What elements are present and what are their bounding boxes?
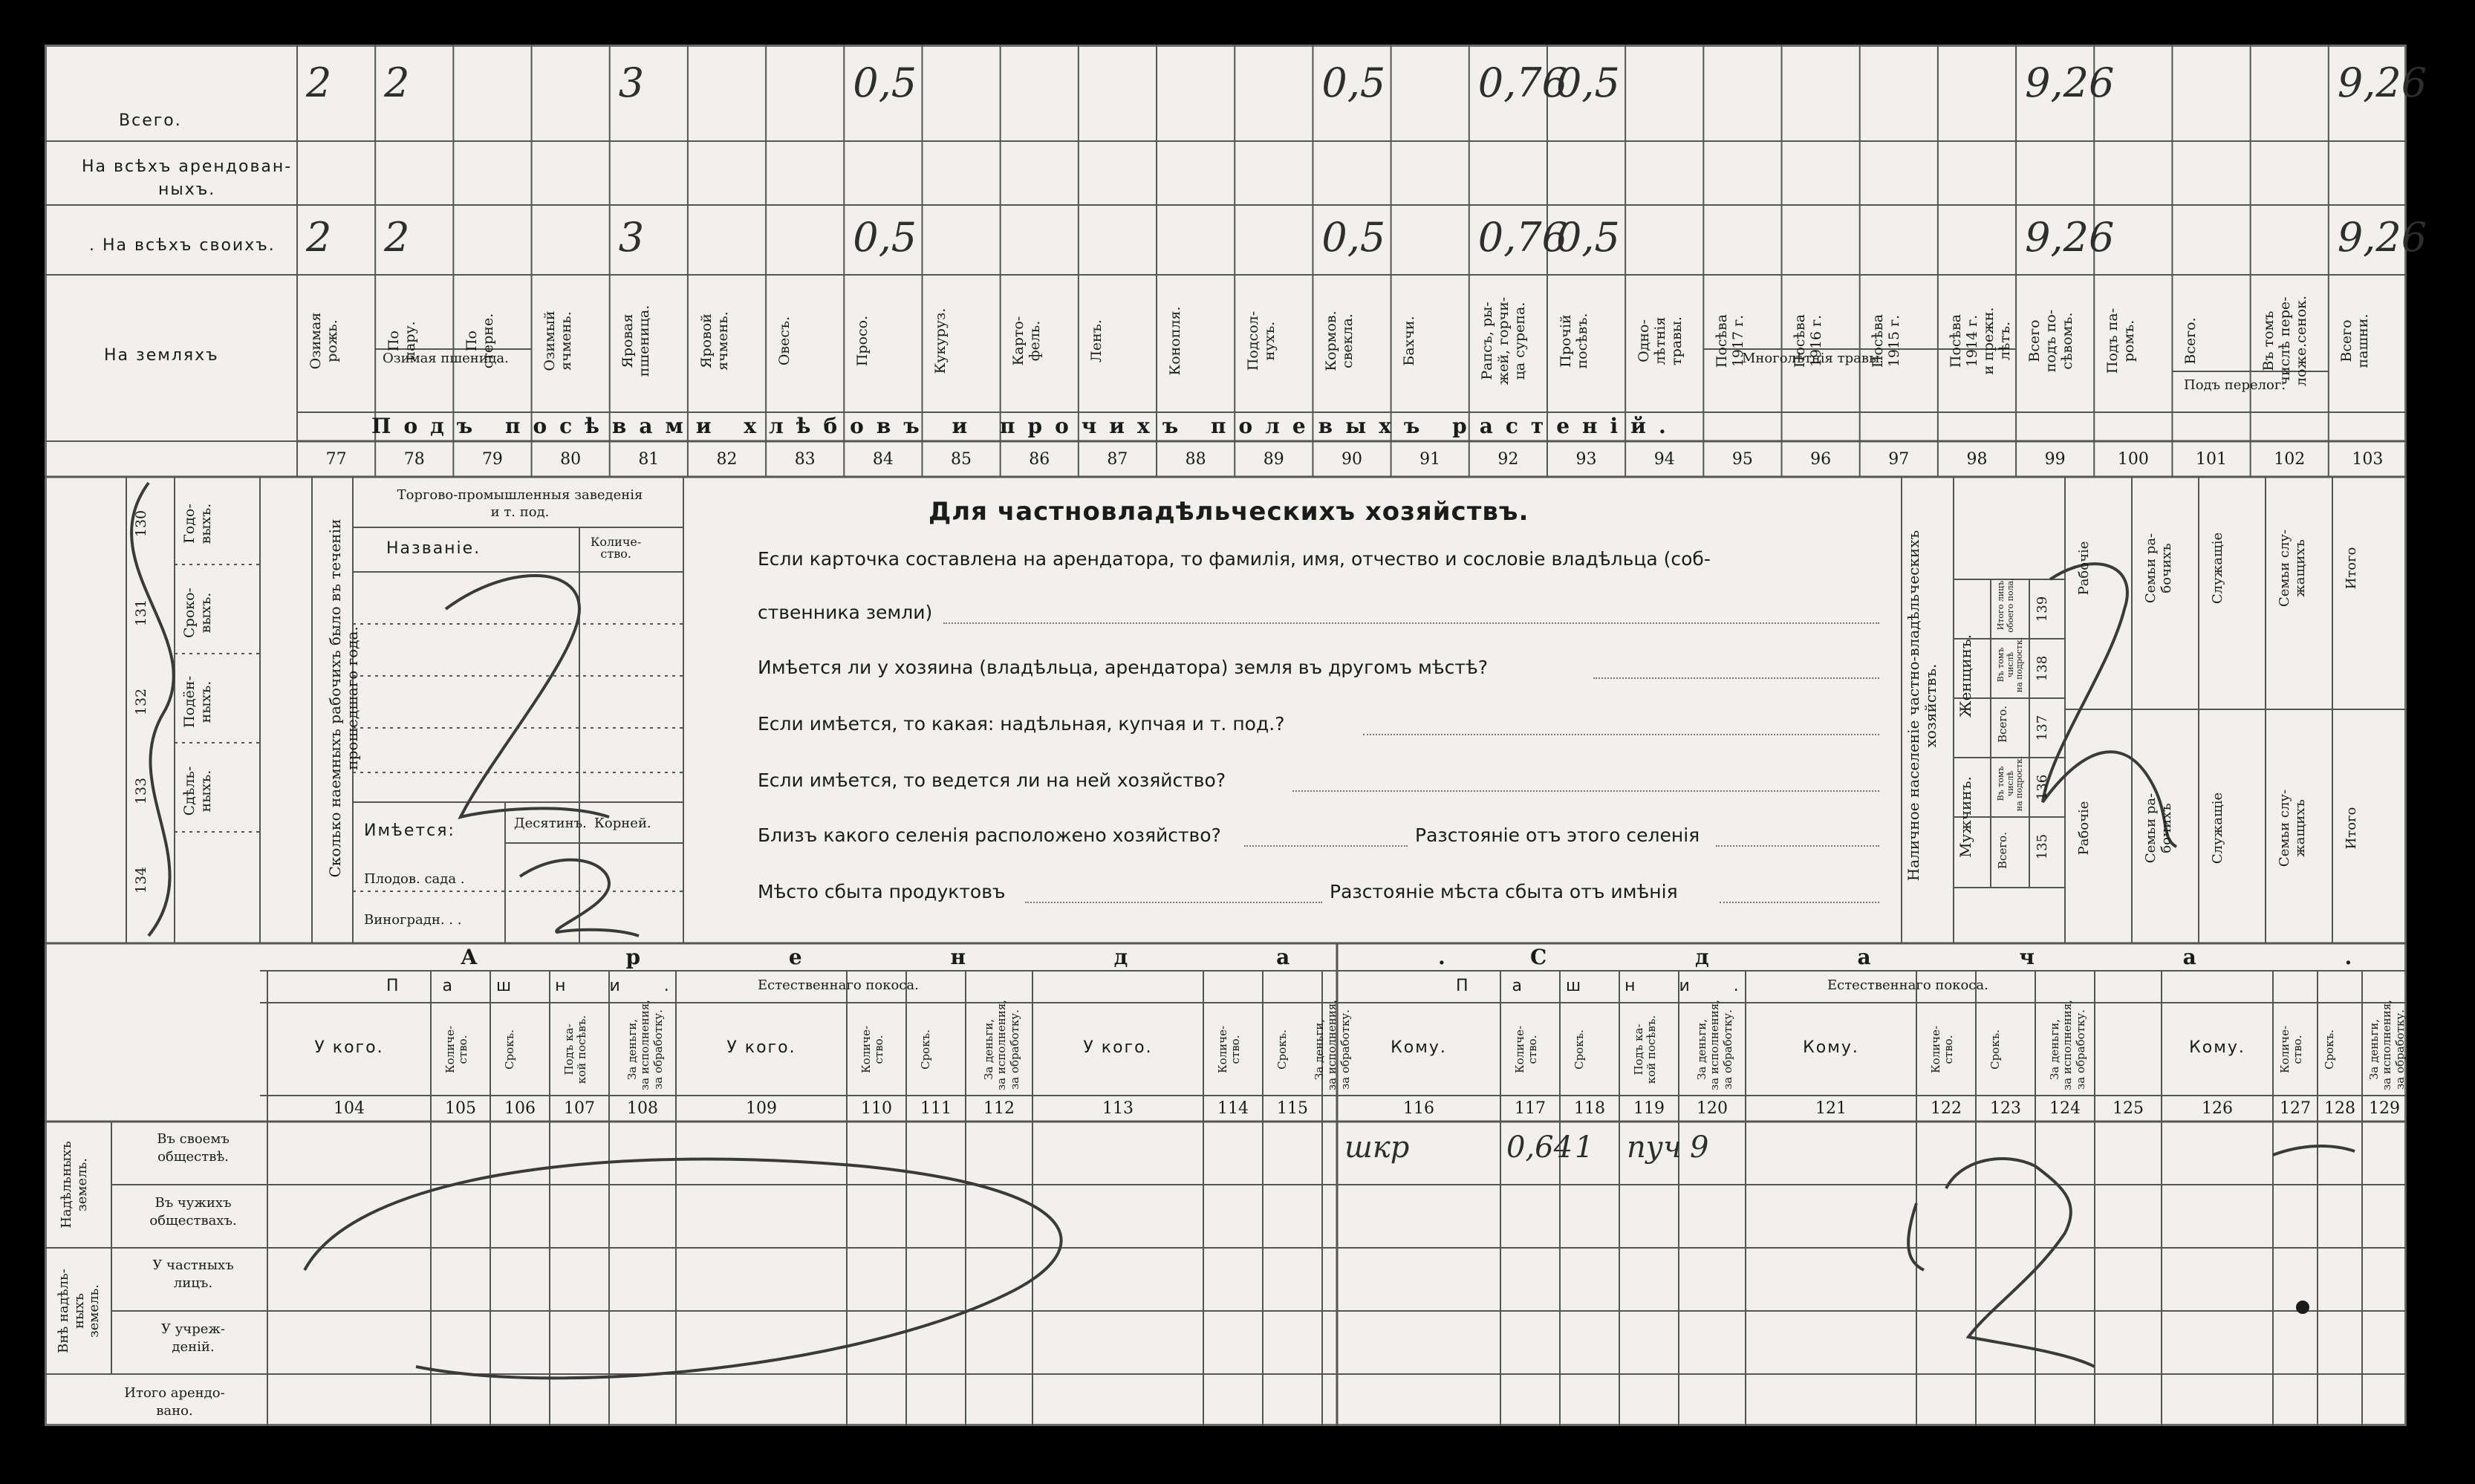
crop-number-93: 93 [1575,450,1597,469]
lease-sub-0-0: Количе- ство. [443,1025,470,1074]
handwritten-own-c84: 0,5 [853,214,917,261]
lease-number-126: 126 [2202,1099,2233,1118]
crop-header-99: Всего подъ по- сѣвомъ. [2026,309,2075,373]
hired-number-132: 132 [133,688,149,716]
crop-number-89: 89 [1263,450,1284,469]
population-col-bottom-3: Семьи слу- жащихъ [2277,789,2308,868]
crop-number-88: 88 [1185,450,1206,469]
lease-number-109: 109 [746,1099,777,1118]
crop-header-98: Посѣва 1914 г. и прежн. лѣтъ. [1948,307,2013,375]
arenda-pashni-label: П а ш н и . [386,977,689,995]
trade-name-label: Названiе. [386,539,481,558]
population-number-136: 136 [2035,774,2050,801]
crop-header-83: Овесъ. [775,316,793,366]
crop-header-103: Всего пашни. [2338,313,2372,368]
population-women: Женщинъ. [1957,634,1974,717]
lease-who-3: Кому. [1391,1038,1447,1057]
winter-wheat-label: Озимая пшеница. [383,351,509,366]
crop-number-85: 85 [951,450,972,469]
crop-number-83: 83 [794,450,816,469]
population-col-bottom-4: Итого [2344,807,2359,850]
crop-header-90: Кормов. свекла. [1323,310,1356,371]
crop-number-95: 95 [1731,450,1753,469]
lease-sub-2-1: Срокъ. [1275,1029,1289,1070]
ink-dot [2296,1301,2309,1314]
population-incl-1: Въ томъ числѣ на подростк. [1996,637,2025,693]
lease-sub-5-2: За деньги, за исполнения, за обработку. [2367,1000,2407,1090]
lease-sub-3-2: Подъ ка- кой посѣвъ. [1632,1015,1659,1084]
population-incl-0: Въ томъ числѣ на подростк. [1996,755,2025,812]
private-q6b: Разстоянiе мѣста сбыта отъ имѣнiя [1330,881,1678,902]
hired-label-131: Сроко- выхъ. [181,588,214,638]
crop-header-87: Ленъ. [1088,319,1105,362]
crop-header-92: Рапсъ, ры- жей, горчи- ца сурепа. [1479,296,1529,385]
handwritten-total-c77: 2 [306,59,332,106]
population-title: Наличное населенiе частно-владѣльческихъ хозяйствъ. [1905,530,1939,882]
hired-number-133: 133 [133,777,149,805]
crop-header-78: По пару. [385,321,418,361]
crop-number-100: 100 [2117,450,2149,469]
crop-header-77: Озимая рожь. [307,312,340,370]
lease-number-121: 121 [1815,1099,1847,1118]
trade-has-label: Имѣется: [364,821,455,840]
lease-number-129: 129 [2369,1099,2400,1118]
hired-label-130: Годо- выхъ. [181,503,214,544]
handwritten-own-c103: 9,26 [2337,214,2427,261]
row-rented-label: На всѣхъ арендован- ныхъ. [82,157,293,199]
handwritten-lease-c117: шкр [1344,1130,1410,1165]
lease-number-110: 110 [861,1099,892,1118]
trade-dess-label: Десятинъ. [514,816,587,831]
crop-number-101: 101 [2196,450,2228,469]
private-q1b: ственника земли) [758,602,933,623]
allot-group-label: Надѣльныхъ земель. [59,1141,90,1228]
row-total-rented: Итого арендо- вано. [124,1385,225,1419]
crop-number-98: 98 [1966,450,1988,469]
lease-number-113: 113 [1102,1099,1134,1118]
lease-who-2: У кого. [1083,1038,1153,1057]
handwritten-total-c103: 9,26 [2337,59,2427,106]
crop-header-101: Всего. [2182,317,2199,365]
crop-header-81: Яровая пшеница. [619,305,653,377]
lease-number-120: 120 [1697,1099,1728,1118]
crop-number-86: 86 [1029,450,1050,469]
handwritten-own-c77: 2 [306,214,332,261]
lease-number-111: 111 [920,1099,952,1118]
crop-number-99: 99 [2044,450,2066,469]
lease-sub-3-0: Количе- ство. [1513,1025,1540,1074]
lease-sub-5-1: Срокъ. [2323,1029,2336,1070]
lease-number-116: 116 [1403,1099,1434,1118]
private-q6: Мѣсто сбыта продуктовъ [758,881,1006,902]
lease-number-115: 115 [1277,1099,1308,1118]
crop-number-79: 79 [481,450,503,469]
lease-number-105: 105 [445,1099,476,1118]
nonallot-group-label: Внѣ надѣль- ныхъ земель. [56,1269,103,1353]
crop-header-82: Яровой ячмень. [697,311,731,371]
crop-header-93: Прочiй посѣвъ. [1557,313,1590,369]
lease-number-118: 118 [1574,1099,1605,1118]
sdacha-pashni-label: П а ш н и . [1456,977,1758,995]
crop-header-96: Посѣва 1916 г. [1792,313,1824,368]
row-institutions: У учреж- денiй. [160,1321,226,1356]
crop-number-80: 80 [560,450,582,469]
handwritten-lease-c119: 1 [1575,1130,1594,1165]
population-col-top-0: Рабочiе [2076,541,2092,596]
population-total-both: Итого лицъ обоего пола. [1996,578,2015,633]
population-col-bottom-1: Семьи ра- бочихъ [2143,793,2174,864]
crop-header-97: Посѣва 1915 г. [1870,313,1903,368]
lease-sub-2-0: Количе- ство. [1216,1025,1243,1074]
crop-number-84: 84 [872,450,894,469]
population-col-top-1: Семьи ра- бочихъ [2143,533,2174,604]
population-col-top-2: Служащiе [2210,532,2225,605]
private-q3: Если имѣется, то какая: надѣльная, купчая и т. под.? [758,713,1285,735]
population-number-137: 137 [2035,715,2050,741]
handwritten-total-c81: 3 [618,59,645,106]
private-q5: Близъ какого селенiя расположено хозяйство? [758,824,1221,846]
lease-number-106: 106 [504,1099,536,1118]
handwritten-lease-c120: пуч [1627,1130,1682,1165]
crop-number-81: 81 [638,450,660,469]
handwritten-strokes [131,483,2355,1378]
lease-who-4: Кому. [1803,1038,1859,1057]
trade-title: Торгово-промышленныя заведенiя и т. под. [397,487,643,521]
crop-number-77: 77 [325,450,347,469]
hired-number-131: 131 [133,599,149,627]
handwritten-total-c78: 2 [384,59,410,106]
lease-sub-3-3: За деньги, за исполнения, за обработку. [1695,1000,1734,1090]
lease-sub-5-0: Количе- ство. [2278,1025,2305,1074]
hired-number-134: 134 [133,866,149,894]
sdacha-pokos-label: Естественнаго покоса. [1827,977,1988,993]
handwritten-own-c78: 2 [384,214,410,261]
crop-number-78: 78 [403,450,425,469]
crop-header-85: Кукуруз. [932,307,949,374]
lease-number-127: 127 [2280,1099,2311,1118]
private-title: Для частновладѣльческихъ хозяйствъ. [928,497,1529,527]
lease-number-108: 108 [627,1099,658,1118]
lease-number-124: 124 [2049,1099,2081,1118]
hired-number-130: 130 [133,510,149,538]
crop-number-87: 87 [1107,450,1128,469]
crop-header-100: Подъ па- ромъ. [2104,307,2137,374]
private-q1a: Если карточка составлена на арендатора, то фамилiя, имя, отчество и сословiе владѣльца (соб- [758,548,1711,570]
population-men: Мужчинъ. [1957,776,1974,858]
hired-workers-label: Сколько наемныхъ рабочихъ было въ теченiи прошедшаго года. [326,518,361,878]
lease-number-125: 125 [2113,1099,2144,1118]
population-total-1: Всего. [1996,706,2009,743]
lease-who-0: У кого. [314,1038,384,1057]
crop-header-94: Одно- лѣтнiя травы. [1635,316,1685,365]
lease-number-122: 122 [1931,1099,1962,1118]
crop-header-95: Посѣва 1917 г. [1713,313,1746,368]
population-total-0: Всего. [1996,832,2009,869]
handwritten-own-c81: 3 [618,214,645,261]
private-q4: Если имѣется, то ведется ли на ней хозяйство? [758,769,1226,791]
lease-number-128: 128 [2324,1099,2355,1118]
crop-header-102: Въ томъ числѣ пере- ложе.сенок. [2260,295,2309,387]
lease-number-119: 119 [1633,1099,1665,1118]
lease-sub-0-1: Срокъ. [503,1029,516,1070]
crop-header-91: Бахчи. [1401,316,1418,366]
lease-sub-1-0: Количе- ство. [859,1025,886,1074]
row-on-lands-label: На земляхъ [104,346,219,365]
vineyard-label: Виноградн. . . [364,912,462,928]
handwritten-total-c84: 0,5 [853,59,917,106]
handwritten-total-c93: 0,5 [1555,59,1620,106]
handwritten-own-c99: 9,26 [2025,214,2115,261]
crop-number-103: 103 [2352,450,2384,469]
fallow-label: Подъ перелог. [2184,377,2286,393]
sown-banner: Подъ посѣвами хлѣбовъ и прочихъ полевыхъ растенiй. [371,414,1679,438]
crop-header-89: Подсол- нухъ. [1244,310,1278,371]
private-q5b: Разстоянiе отъ этого селенiя [1415,824,1700,846]
crop-header-80: Озимый ячмень. [541,310,574,371]
trade-roots-label: Корней. [594,816,651,831]
row-total-label: Всего. [119,111,182,130]
row-own-society: Въ своемъ обществѣ. [157,1131,230,1165]
handwritten-own-c90: 0,5 [1321,214,1386,261]
crop-header-86: Карто- фель. [1010,316,1044,366]
handwritten-lease-c121: 9 [1690,1130,1709,1165]
lease-sub-2-2: За деньги, за исполнения, за обработку. [1313,1000,1352,1090]
population-col-top-3: Семьи слу- жащихъ [2277,529,2308,608]
handwritten-total-c92: 0,76 [1477,59,1567,106]
population-number-135: 135 [2035,833,2050,860]
private-q2: Имѣется ли у хозяина (владѣльца, арендатора) земля въ другомъ мѣстѣ? [758,657,1489,678]
crop-number-94: 94 [1653,450,1675,469]
crop-number-97: 97 [1888,450,1910,469]
handwritten-total-c90: 0,5 [1321,59,1386,106]
handwritten-total-c99: 9,26 [2025,59,2115,106]
crop-header-88: Конопля. [1166,306,1183,376]
row-other-society: Въ чужихъ обществахъ. [149,1195,237,1229]
population-col-bottom-0: Рабочiе [2076,801,2092,856]
orchard-label: Плодов. сада . [364,871,465,887]
crop-number-96: 96 [1810,450,1832,469]
lease-sub-4-2: За деньги, за исполнения, за обработку. [2048,1000,2087,1090]
lease-sub-1-1: Срокъ. [919,1029,932,1070]
population-col-top-4: Итого [2344,547,2359,590]
row-private-persons: У частныхъ лицъ. [152,1257,234,1292]
population-col-bottom-2: Служащiе [2210,792,2225,865]
lease-number-112: 112 [983,1099,1015,1118]
population-number-138: 138 [2035,655,2050,682]
hired-label-133: Сдѣль- ныхъ. [181,766,214,816]
lease-number-107: 107 [564,1099,595,1118]
lease-number-117: 117 [1515,1099,1546,1118]
lease-sub-4-1: Срокъ. [1988,1029,2002,1070]
lease-sdacha-banner: С д а ч а . [1530,945,2423,969]
lease-number-114: 114 [1217,1099,1249,1118]
population-number-139: 139 [2035,596,2050,622]
lease-who-1: У кого. [726,1038,796,1057]
crop-number-91: 91 [1419,450,1441,469]
handwritten-lease-c118: 0,64 [1506,1130,1573,1165]
lease-who-5: Кому. [2189,1038,2245,1057]
lease-number-104: 104 [334,1099,365,1118]
lease-sub-0-3: За деньги, за исполнения, за обработку. [625,1000,665,1090]
crop-header-79: По стерне. [463,313,496,369]
lease-arenda-banner: А р е н д а . [461,945,1516,969]
hired-label-132: Подён- ныхъ. [181,675,214,729]
lease-number-123: 123 [1990,1099,2021,1118]
arenda-pokos-label: Естественнаго покоса. [758,977,919,993]
lease-sub-4-0: Количе- ство. [1929,1025,1956,1074]
row-own-label: . На всѣхъ своихъ. [89,236,276,255]
census-card [45,45,2427,1426]
crop-number-82: 82 [716,450,738,469]
crop-number-90: 90 [1341,450,1362,469]
lease-sub-3-1: Срокъ. [1573,1029,1586,1070]
perennial-grass-label: Многолѣтнiя травы. [1742,351,1884,366]
crop-header-84: Просо. [853,315,871,367]
handwritten-own-c93: 0,5 [1555,214,1620,261]
lease-sub-0-2: Подъ ка- кой посѣвъ. [562,1015,589,1084]
handwritten-own-c92: 0,76 [1477,214,1567,261]
lease-sub-1-2: За деньги, за исполнения, за обработку. [982,1000,1021,1090]
trade-qty-label: Количе- ство. [591,535,642,561]
crop-number-102: 102 [2274,450,2306,469]
crop-number-92: 92 [1497,450,1519,469]
